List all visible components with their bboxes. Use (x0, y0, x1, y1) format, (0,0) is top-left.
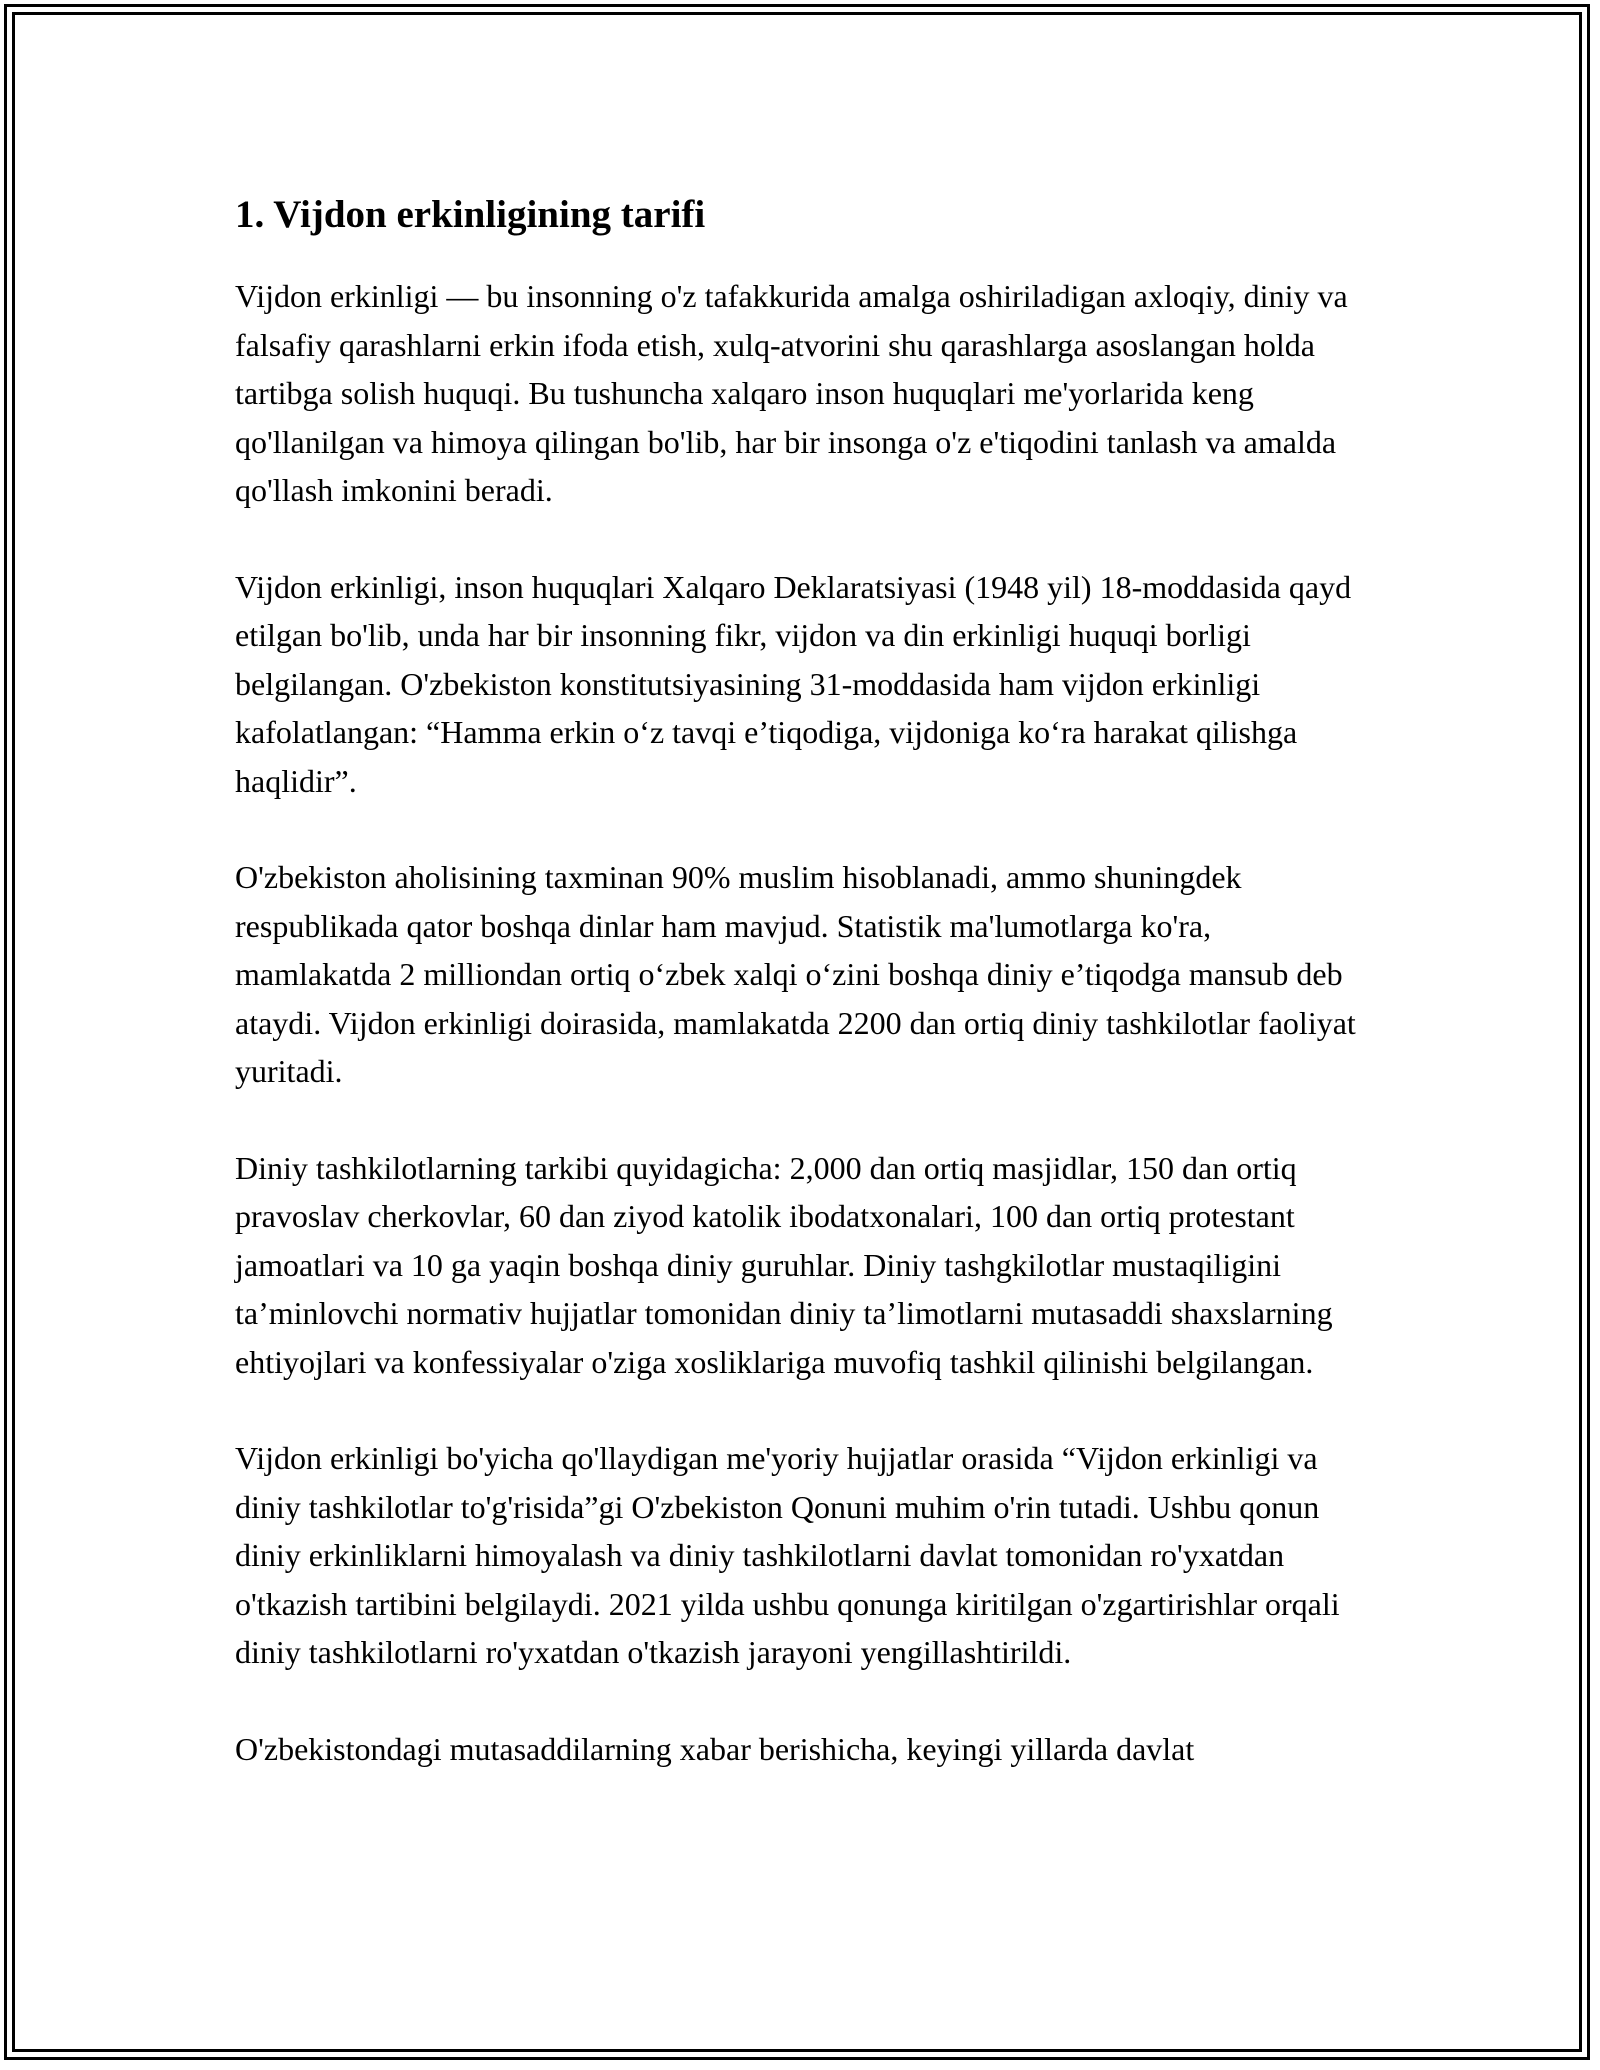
paragraph-law: Vijdon erkinligi bo'yicha qo'llaydigan me'yoriy hujjatlar orasida “Vijdon erkinligi va diniy tashkilotlar to'g'risida”gi O'zbekiston Qonuni muhim o'rin tutadi. Ushbu qonun diniy erkinliklarni himoyalash va diniy tashkilotlarni davlat tomonidan ro'yxatdan o'tkazish tartibini belgilaydi. 2021 yilda ushbu qonunga kiritilgan o'zgartirishlar orqali diniy tashkilotlarni ro'yxatdan o'tkazish jarayoni yengillashtirildi. (235, 1440, 1340, 1670)
paragraph-definition: Vijdon erkinligi — bu insonning o'z tafakkurida amalga oshiriladigan axloqiy, diniy va falsafiy qarashlarni erkin ifoda etish, xulq-atvorini shu qarashlarga asoslangan holda tartibga solish huquqi. Bu tushuncha xalqaro inson huquqlari me'yorlarida keng qo'llanilgan va himoya qilingan bo'lib, har bir insonga o'z e'tiqodini tanlash va amalda qo'llash imkonini beradi. (235, 278, 1348, 508)
paragraph-officials: O'zbekistondagi mutasaddilarning xabar berishicha, keyingi yillarda davlat (235, 1730, 1195, 1767)
paragraph-legal-basis: Vijdon erkinligi, inson huquqlari Xalqaro Deklaratsiyasi (1948 yil) 18-moddasida qayd etilgan bo'lib, unda har bir insonning fikr, vijdon va din erkinligi huquqi borligi belgilangan. O'zbekiston konstitutsiyasining 31-moddasida ham vijdon erkinligi kafolatlangan: “Hamma erkin o‘z tavqi e’tiqodiga, vijdoniga ko‘ra harakat qilishga haqlidir”. (235, 568, 1352, 799)
section-heading: 1. Vijdon erkinligining tarifi (235, 193, 706, 236)
document-body (235, 188, 1365, 1821)
paragraph-population: O'zbekiston aholisining taxminan 90% muslim hisoblanadi, ammo shuningdek respublikada qator boshqa dinlar ham mavjud. Statistik ma'lumotlarga ko'ra, mamlakatda 2 milliondan ortiq o‘zbek xalqi o‘zini boshqa diniy e’tiqodga mansub deb ataydi. Vijdon erkinligi doirasida, mamlakatda 2200 dan ortiq diniy tashkilotlar faoliyat yuritadi. (235, 859, 1356, 1089)
paragraph-organizations: Diniy tashkilotlarning tarkibi quyidagicha: 2,000 dan ortiq masjidlar, 150 dan ortiq pravoslav cherkovlar, 60 dan ziyod katolik ibodatxonalari, 100 dan ortiq protestant jamoatlari va 10 ga yaqin boshqa diniy guruhlar. Diniy tashgkilotlar mustaqiligini ta’minlovchi normativ hujjatlar tomonidan diniy ta’limotlarni mutasaddi shaxslarning ehtiyojlari va konfessiyalar o'ziga xosliklariga muvofiq tashkil qilinishi belgilangan. (235, 1149, 1333, 1380)
